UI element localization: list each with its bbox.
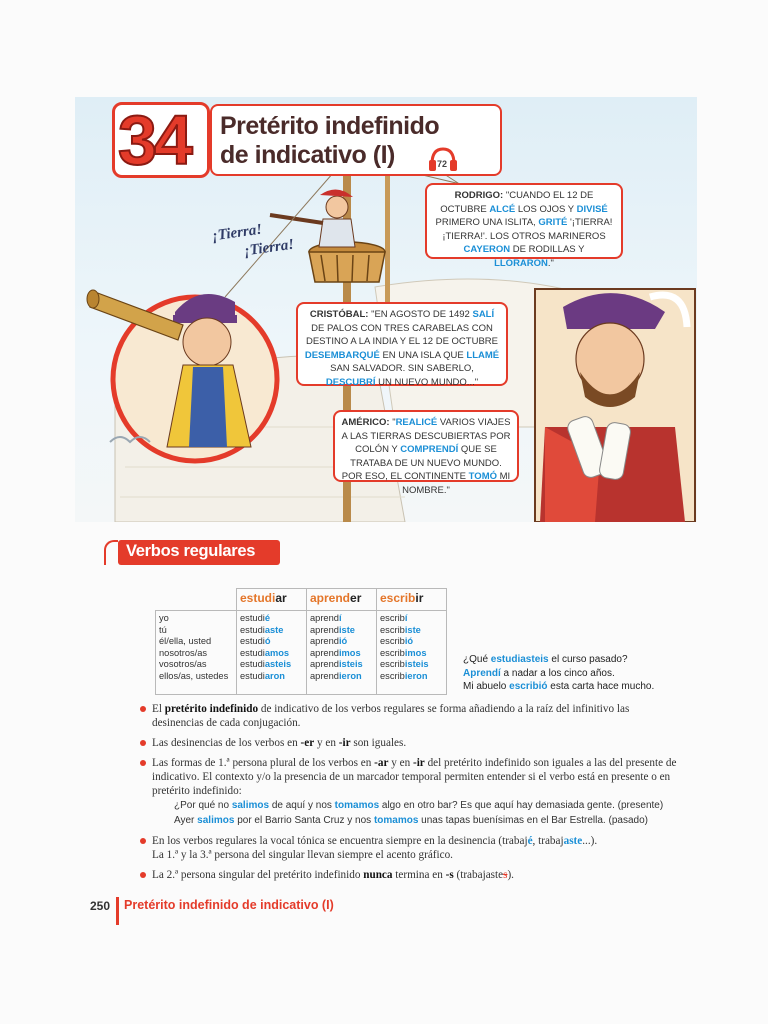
speech-bubble-rodrigo	[425, 183, 623, 269]
verb-form: estudié	[240, 613, 270, 623]
footer-divider	[116, 897, 119, 925]
header-ending: ir	[415, 591, 424, 605]
note-item: La 2.ª persona singular del pretérito indefinido nunca termina en -s (trabajastes).	[140, 868, 680, 882]
bullet-icon	[140, 760, 146, 766]
bubble-text: ."	[547, 257, 554, 269]
verb-form: escribimos	[380, 647, 427, 658]
bullet-icon	[140, 706, 146, 712]
verb-form: estudiasteis	[240, 659, 292, 670]
verb-form: escribí	[380, 613, 408, 623]
verb-form: estudiaron	[240, 670, 285, 681]
bubble-text: "CUANDO EL 12 DE OCTUBRE	[440, 190, 594, 215]
header-ending: er	[350, 591, 362, 605]
bubble-text: DE PALOS CON TRES CARABELAS CON DESTINO A LA INDIA Y EL 12 DE OCTUBRE	[305, 322, 498, 347]
table-header-escribir	[377, 589, 447, 611]
lesson-title-line-2: de indicativo (I)	[220, 141, 395, 169]
verb-form: aprendí	[310, 613, 342, 623]
note-item: El pretérito indefinido de indicativo de los verbos regulares se forma añadiendo a la raíz del infinitivo las desinencias de cada conjugación.	[140, 702, 680, 730]
pronoun: ellos/as, ustedes	[159, 670, 229, 681]
note-item: Las formas de 1.ª persona plural de los verbos en -ar y en -ir del pretérito indefinido son iguales a las del presente de indicativo. El contexto y/o la presencia de un marcador temporal permiten entender si el verbo está en presente o en pretérito indefinido: ¿Por qué no salimos de aquí y nos tomamos algo en otro bar? Es que aquí hay demasiada gente. (presente) Ayer salimos por el Barrio Santa Cruz y nos tomamos unas tapas buenísimas en el Bar Estrella. (pasado)	[140, 756, 680, 828]
speaker-name: CRISTÓBAL:	[309, 309, 369, 320]
bubble-text: "	[392, 417, 396, 428]
verb-highlight: COMPRENDÍ	[400, 444, 459, 455]
bubble-text: PRIMERO UNA ISLITA,	[435, 217, 539, 228]
pronoun: nosotros/as	[159, 647, 208, 658]
verb-form: estudiaste	[240, 624, 284, 635]
bubble-text: '¡TIERRA! ¡TIERRA!'. LOS OTROS MARINEROS	[442, 217, 613, 242]
footer-title: Pretérito indefinido de indicativo (I)	[124, 898, 334, 912]
speech-bubble-americo	[333, 410, 519, 496]
header-stem: escrib	[380, 591, 416, 605]
example-sentence: ¿Qué estudiasteis el curso pasado?	[463, 654, 628, 665]
header-ending: ar	[275, 591, 287, 605]
example-sentence: Ayer salimos por el Barrio Santa Cruz y nos tomamos unas tapas buenísimas en el Bar Estrella. (pasado)	[174, 815, 648, 826]
estudiar-column	[237, 611, 307, 695]
verb-highlight: SALÍ	[472, 309, 495, 320]
verb-form: aprendiste	[310, 624, 355, 635]
section-title: Verbos regulares	[126, 542, 256, 560]
bubble-text: UN NUEVO MUNDO..."	[375, 376, 479, 388]
side-examples	[463, 653, 654, 694]
verb-form: escribiste	[380, 624, 421, 635]
bubble-text: EN UNA ISLA QUE	[379, 349, 467, 361]
table-row	[156, 611, 447, 695]
note-item: Las desinencias de los verbos en -er y en -ir son iguales.	[140, 736, 680, 750]
verb-highlight: REALICÉ	[395, 417, 438, 428]
verb-form: aprendimos	[310, 647, 361, 658]
table-header-empty	[156, 589, 237, 611]
pronoun-column	[156, 611, 237, 695]
table-header-estudiar	[237, 589, 307, 611]
verb-highlight: LLORARON	[494, 257, 548, 269]
bullet-icon	[140, 872, 146, 878]
section-bracket	[104, 540, 118, 565]
bubble-text: "EN AGOSTO DE 1492	[371, 309, 473, 320]
escribir-column	[377, 611, 447, 695]
example-sentence: Aprendí a nadar a los cinco años.	[463, 667, 615, 679]
speaker-name: RODRIGO:	[454, 190, 504, 201]
crossed-out-letter: s	[503, 869, 508, 881]
pronoun: vosotros/as	[159, 659, 207, 670]
verb-form: escribieron	[380, 670, 428, 681]
verb-highlight: DIVISÉ	[576, 203, 608, 215]
verb-highlight: ALCÉ	[489, 203, 516, 215]
lesson-title-line-1: Pretérito indefinido	[220, 112, 440, 140]
verb-form: escribisteis	[380, 659, 429, 670]
pronoun: tú	[159, 624, 167, 635]
bubble-text: VARIOS VIAJES A LAS TIERRAS DESCUBIERTAS POR COLÓN Y	[341, 417, 511, 455]
verb-form: aprendieron	[310, 670, 362, 681]
verb-highlight: DESEMBARQUÉ	[304, 349, 380, 361]
bubble-text: MI NOMBRE."	[402, 471, 511, 496]
verb-form: estudiamos	[240, 647, 290, 658]
verb-highlight: DESCUBRÍ	[325, 376, 376, 388]
verb-form: aprendió	[310, 636, 348, 647]
pronoun: él/ella, usted	[159, 636, 212, 647]
verb-form: estudió	[240, 636, 271, 647]
pronoun: yo	[159, 613, 169, 623]
conjugation-table	[155, 588, 447, 695]
table-header-row	[156, 589, 447, 611]
shout-text-2: ¡Tierra!	[243, 236, 296, 260]
header-stem: aprend	[310, 591, 351, 605]
bubble-text: QUE SE TRATABA DE UN NUEVO MUNDO. POR ESO, EL CONTINENTE	[341, 444, 502, 482]
bubble-text: DE RODILLAS Y	[510, 244, 585, 255]
page-number: 250	[90, 899, 111, 913]
lesson-number: 34	[118, 101, 190, 179]
speech-bubble-cristobal	[296, 302, 508, 386]
bullet-icon	[140, 838, 146, 844]
note-item: En los verbos regulares la vocal tónica se encuentra siempre en la desinencia (trabajé, trabajaste...). La 1.ª y la 3.ª persona del singular llevan siempre el acento gráfico.	[140, 834, 680, 862]
verb-highlight: TOMÓ	[468, 471, 497, 482]
speaker-name: AMÉRICO:	[341, 417, 390, 428]
audio-track-number: 72	[437, 159, 448, 169]
example-sentence: Mi abuelo escribió esta carta hace mucho.	[463, 681, 655, 692]
grammar-notes	[140, 702, 680, 888]
aprender-column	[307, 611, 377, 695]
shout-text-1: ¡Tierra!	[211, 221, 264, 245]
bullet-icon	[140, 740, 146, 746]
bubble-text: LOS OJOS Y	[515, 203, 577, 215]
table-header-aprender	[307, 589, 377, 611]
verb-highlight: GRITÉ	[538, 217, 568, 228]
verb-form: escribió	[380, 636, 414, 647]
header-stem: estudi	[240, 591, 276, 605]
bubble-text: SAN SALVADOR. SIN SABERLO,	[330, 363, 474, 374]
verb-form: aprendisteis	[310, 659, 363, 670]
verb-highlight: LLAMÉ	[466, 349, 500, 361]
verb-highlight: CAYERON	[463, 244, 511, 255]
example-sentence: ¿Por qué no salimos de aquí y nos tomamos algo en otro bar? Es que aquí hay demasiada gente. (presente)	[174, 800, 664, 811]
